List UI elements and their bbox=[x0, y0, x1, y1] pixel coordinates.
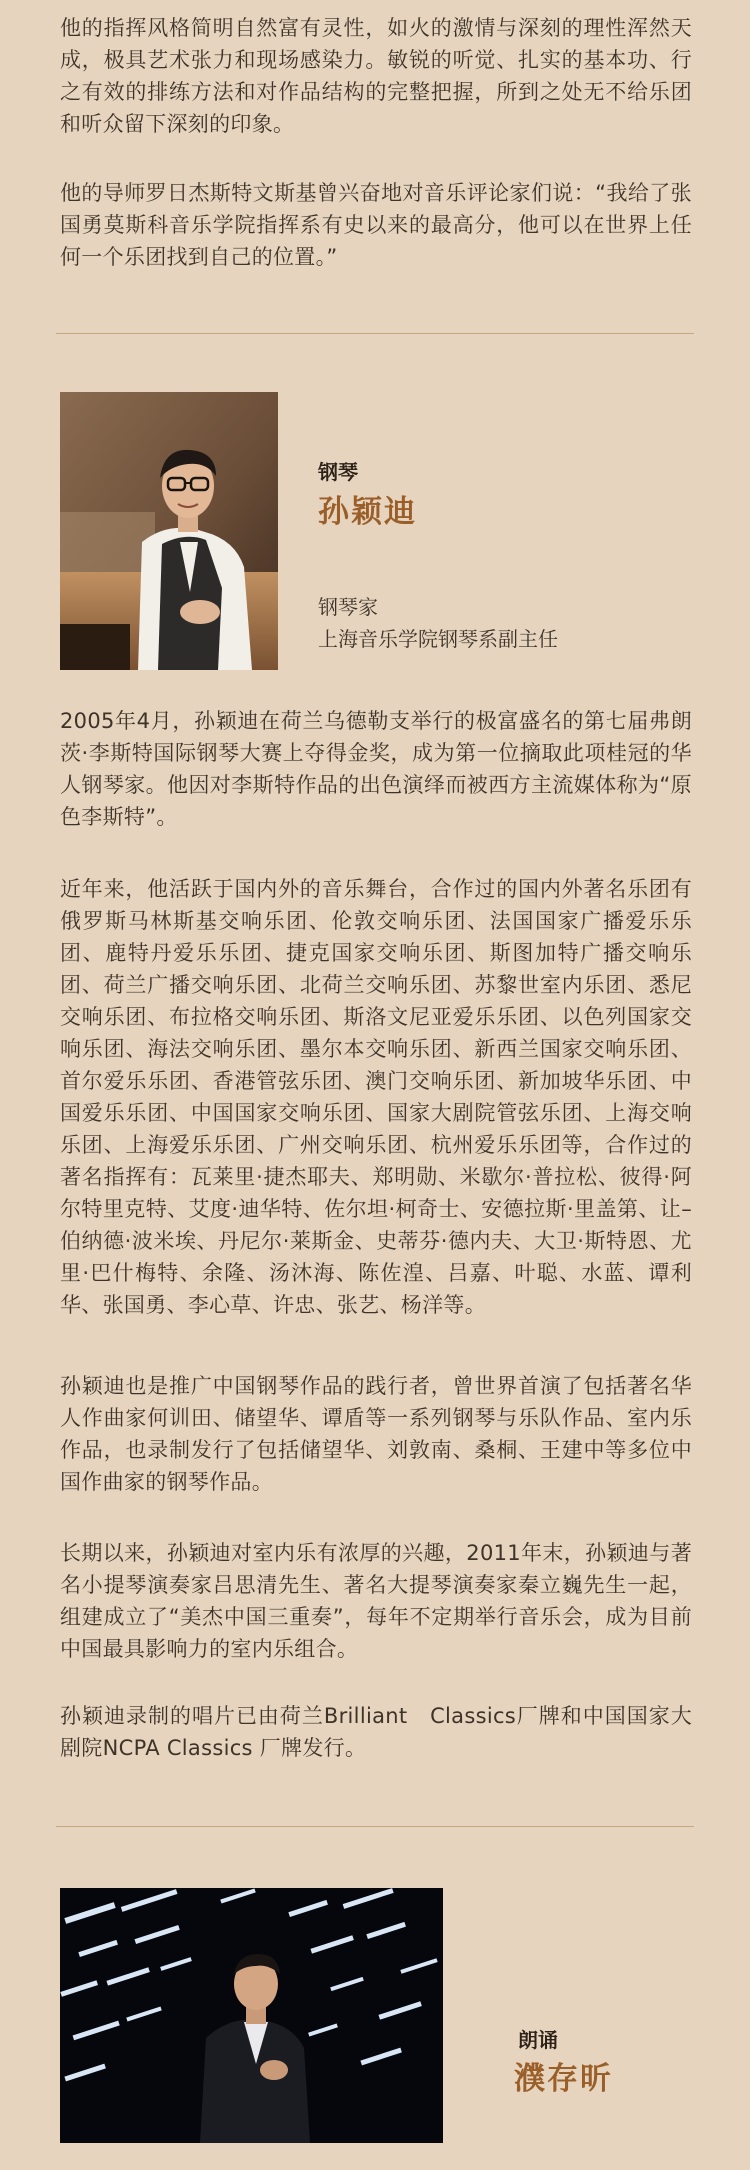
bio-paragraph-3: 孙颖迪也是推广中国钢琴作品的践行者，曾世界首演了包括著名华人作曲家何训田、储望华、谭盾等一系列钢琴与乐队作品、室内乐作品，也录制发行了包括储望华、刘敦南、桑桐、王建中等多位中国作曲家的钢琴作品。 bbox=[60, 1374, 692, 1494]
artist-title: 钢琴家 bbox=[318, 595, 378, 619]
artist-role: 朗诵 bbox=[518, 2028, 558, 2052]
artist-name: 濮存昕 bbox=[514, 2061, 613, 2097]
bio-paragraph-5: 孙颖迪录制的唱片已由荷兰Brilliant Classics厂牌和中国国家大剧院NCPA Classics 厂牌发行。 bbox=[60, 1704, 692, 1760]
bio-paragraph-2: 近年来，他活跃于国内外的音乐舞台，合作过的国内外著名乐团有俄罗斯马林斯基交响乐团、伦敦交响乐团、法国国家广播爱乐乐团、鹿特丹爱乐乐团、捷克国家交响乐团、斯图加特广播交响乐团、荷兰广播交响乐团、北荷兰交响乐团、苏黎世室内乐团、悉尼交响乐团、布拉格交响乐团、斯洛文尼亚爱乐乐团、以色列国家交响乐团、海法交响乐团、墨尔本交响乐团、新西兰国家交响乐团、首尔爱乐乐团、香港管弦乐团、澳门交响乐团、新加坡华乐团、中国爱乐乐团、中国国家交响乐团、国家大剧院管弦乐团、上海交响乐团、上海爱乐乐团、广州交响乐团、杭州爱乐乐团等，合作过的著名指挥有：瓦莱里·捷杰耶夫、郑明勋、米歇尔·普拉松、彼得·阿尔特里克特、艾度·迪华特、佐尔坦·柯奇士、安德拉斯·里盖第、让–伯纳德·波米埃、丹尼尔·莱斯金、史蒂芬·德内夫、大卫·斯特恩、尤里·巴什梅特、余隆、汤沐海、陈佐湟、吕嘉、叶聪、水蓝、谭利华、张国勇、李心草、许忠、张艺、杨洋等。 bbox=[60, 877, 692, 1317]
intro-paragraph-2: 他的导师罗日杰斯特文斯基曾兴奋地对音乐评论家们说：“我给了张国勇莫斯科音乐学院指挥系有史以来的最高分，他可以在世界上任何一个乐团找到自己的位置。” bbox=[60, 181, 692, 269]
bio-paragraph-1: 2005年4月，孙颖迪在荷兰乌德勒支举行的极富盛名的第七届弗朗茨·李斯特国际钢琴大赛上夺得金奖，成为第一位摘取此项桂冠的华人钢琴家。他因对李斯特作品的出色演绎而被西方主流媒体称为“原色李斯特”。 bbox=[60, 709, 692, 829]
artist-name: 孙颖迪 bbox=[318, 494, 417, 530]
bio-paragraph-4: 长期以来，孙颖迪对室内乐有浓厚的兴趣，2011年末，孙颖迪与著名小提琴演奏家吕思清先生、著名大提琴演奏家秦立巍先生一起，组建成立了“美杰中国三重奏”，每年不定期举行音乐会，成为目前中国最具影响力的室内乐组合。 bbox=[60, 1541, 692, 1661]
artist-position: 上海音乐学院钢琴系副主任 bbox=[318, 627, 558, 651]
intro-paragraph-1: 他的指挥风格简明自然富有灵性，如火的激情与深刻的理性浑然天成，极具艺术张力和现场感染力。敏锐的听觉、扎实的基本功、行之有效的排练方法和对作品结构的完整把握，所到之处无不给乐团和听众留下深刻的印象。 bbox=[60, 16, 692, 136]
section-divider bbox=[56, 333, 694, 334]
artist-role: 钢琴 bbox=[318, 460, 358, 484]
reciter-photo bbox=[60, 1888, 443, 2143]
section-divider bbox=[56, 1826, 694, 1827]
pianist-photo bbox=[60, 392, 278, 670]
